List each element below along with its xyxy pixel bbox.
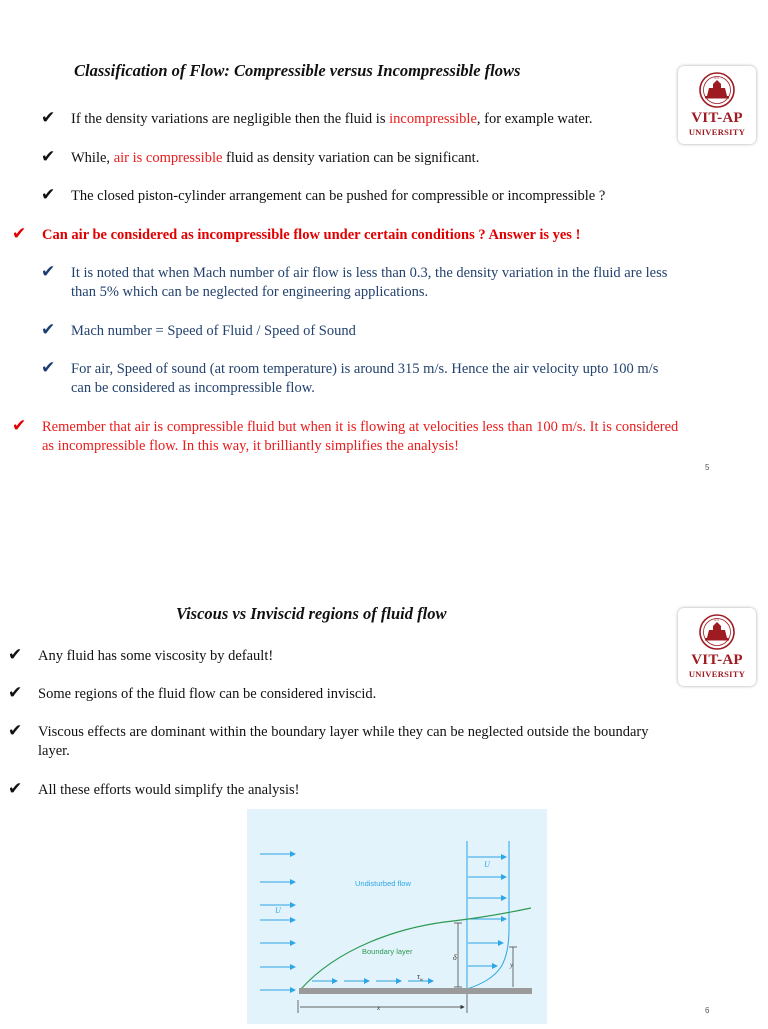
- bullet-boundary-layer: ✔ Viscous effects are dominant within the boundary layer while they can be neglected outside the boundary layer.: [8, 721, 649, 759]
- bullet-remember: ✔ Remember that air is compressible fluid but when it is flowing at velocities less than 100 m/s. It is considered as incompressible flow. In this way, it brilliantly simplifies the analysis!: [12, 416, 679, 454]
- logo-wordmark: VIT-AP: [691, 652, 743, 668]
- inflow-arrows: [260, 854, 295, 990]
- check-icon: ✔: [41, 108, 56, 128]
- label-delta: δ: [453, 953, 457, 962]
- bullet-air-compressible: ✔ While, air is compressible fluid as density variation can be significant.: [41, 147, 480, 167]
- bullet-density: ✔ If the density variations are negligible then the fluid is incompressible, for example water.: [41, 108, 593, 128]
- check-icon: ✔: [41, 147, 56, 167]
- label-tau: $\tau_w$: [417, 972, 424, 983]
- check-icon: ✔: [8, 779, 23, 799]
- check-icon: ✔: [41, 320, 56, 340]
- emblem-text: VIT: [713, 75, 721, 80]
- page-number: 5: [705, 463, 710, 472]
- label-u-left: U: [275, 906, 281, 915]
- profile-arrows: [468, 857, 506, 966]
- check-icon: ✔: [12, 224, 27, 244]
- slide-title: Classification of Flow: Compressible versus Incompressible flows: [74, 61, 521, 80]
- bullet-piston-cylinder: ✔ The closed piston-cylinder arrangement can be pushed for compressible or incompressible ?: [41, 185, 606, 205]
- vit-ap-logo: [678, 608, 756, 686]
- page-number: 6: [705, 1006, 710, 1015]
- bullet-question: ✔ Can air be considered as incompressible flow under certain conditions ? Answer is yes !: [12, 224, 581, 244]
- bullet-viscosity: ✔ Any fluid has some viscosity by default!: [8, 645, 274, 665]
- boundary-layer-diagram: [247, 809, 547, 1024]
- bullet-mach-definition: ✔ Mach number = Speed of Fluid / Speed of Sound: [41, 320, 356, 340]
- label-y: y: [510, 961, 514, 969]
- bullet-simplify: ✔ All these efforts would simplify the analysis!: [8, 779, 300, 799]
- check-icon: ✔: [12, 416, 27, 436]
- check-icon: ✔: [8, 721, 23, 741]
- bullet-inviscid: ✔ Some regions of the fluid flow can be considered inviscid.: [8, 683, 377, 703]
- label-undisturbed-flow: Undisturbed flow: [355, 879, 411, 888]
- logo-subtitle: UNIVERSITY: [688, 127, 746, 137]
- bullet-mach-number: ✔ It is noted that when Mach number of air flow is less than 0.3, the density variation in the fluid are less than 5% which can be neglected for engineering applications.: [41, 262, 668, 300]
- university-emblem-icon: [678, 608, 756, 652]
- logo-subtitle: UNIVERSITY: [688, 669, 746, 679]
- emblem-text: VIT: [713, 617, 721, 622]
- bullet-speed-of-sound: ✔ For air, Speed of sound (at room temperature) is around 315 m/s. Hence the air velocity upto 100 m/s can be considered as incompressible flow.: [41, 358, 659, 396]
- check-icon: ✔: [41, 358, 56, 378]
- flat-plate: [299, 988, 532, 994]
- slide-5: [0, 0, 768, 512]
- vit-ap-logo: [678, 66, 756, 144]
- boundary-layer-figure: [247, 809, 547, 1024]
- slide-6: [0, 572, 768, 1024]
- label-x: x: [377, 1004, 381, 1012]
- university-emblem-icon: [678, 66, 756, 110]
- boundary-layer-edge: [301, 908, 531, 989]
- check-icon: ✔: [41, 262, 56, 282]
- check-icon: ✔: [8, 645, 23, 665]
- slide-title: Viscous vs Inviscid regions of fluid flow: [176, 604, 447, 623]
- check-icon: ✔: [41, 185, 56, 205]
- label-boundary-layer: Boundary layer: [362, 947, 413, 956]
- check-icon: ✔: [8, 683, 23, 703]
- logo-wordmark: VIT-AP: [691, 110, 743, 126]
- label-u-right: U: [484, 860, 490, 869]
